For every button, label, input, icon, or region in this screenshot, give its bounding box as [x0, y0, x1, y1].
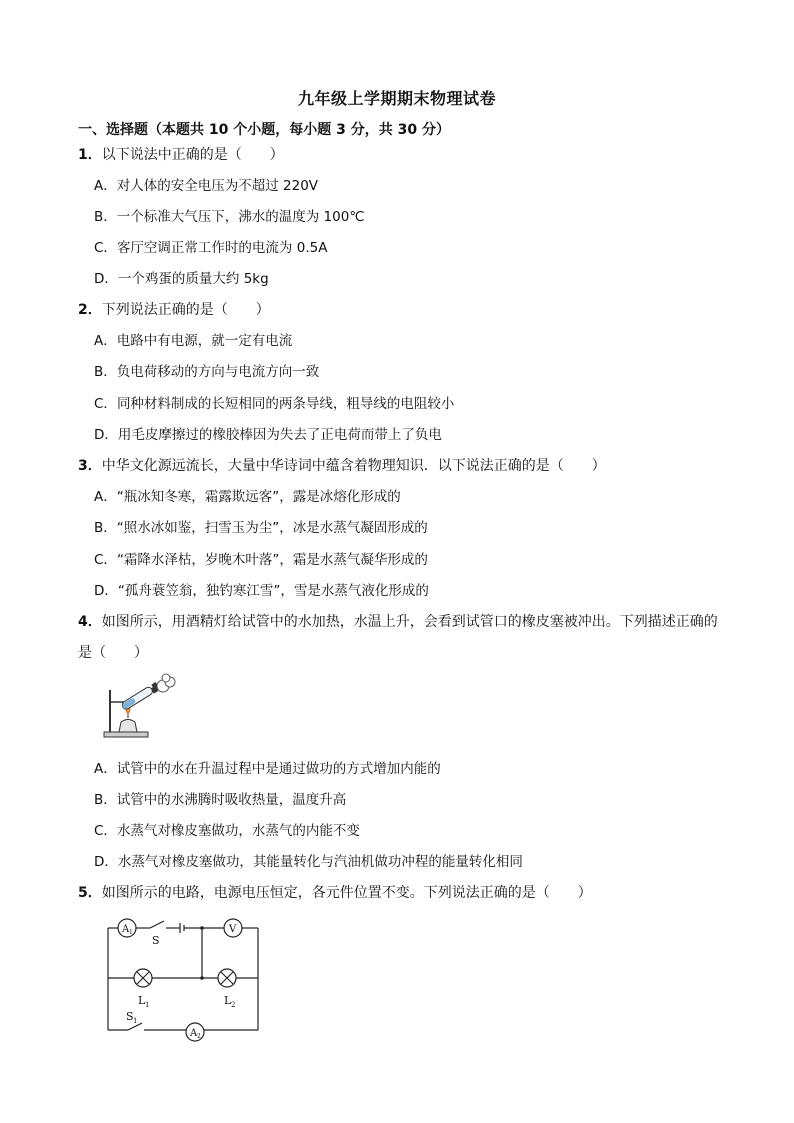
- option-text: 一个鸡蛋的质量大约 5kg: [117, 271, 269, 287]
- option-text: “瓶冰知冬寒，霜露欺远客”，露是冰熔化形成的: [116, 489, 401, 505]
- lamp-l1-label: L: [138, 994, 146, 1007]
- option-letter: B．: [94, 364, 117, 380]
- switch-s1-label: S: [126, 1010, 134, 1023]
- ammeter-a2: [186, 1023, 204, 1041]
- option-letter: A．: [94, 333, 117, 349]
- option-text: “孤舟蓑笠翁，独钓寒江雪”，雪是水蒸气液化形成的: [117, 583, 429, 599]
- option-2b: [94, 363, 319, 381]
- option-3d: [94, 582, 429, 600]
- option-text: 负电荷移动的方向与电流方向一致: [116, 364, 320, 380]
- option-text: 一个标准大气压下，沸水的温度为 100℃: [116, 209, 365, 225]
- switch-s-label: S: [152, 934, 160, 947]
- option-text: 试管中的水沸腾时吸收热量，温度升高: [116, 792, 347, 808]
- option-text: “霜降水泽枯，岁晚木叶落”，霜是水蒸气凝华形成的: [116, 552, 428, 568]
- option-4b: [94, 791, 346, 809]
- ammeter-a2-sub: 2: [197, 1033, 201, 1040]
- option-letter: B．: [94, 209, 117, 225]
- switch-s1-sub: 1: [133, 1017, 138, 1025]
- option-letter: A．: [94, 761, 117, 777]
- lamp-l2: [218, 969, 236, 987]
- option-letter: D．: [94, 427, 118, 443]
- option-text: 水蒸气对橡皮塞做功，其能量转化与汽油机做功冲程的能量转化相同: [117, 854, 523, 870]
- lamp-l2-label: L: [224, 994, 232, 1007]
- question-2: [78, 301, 270, 319]
- option-text: “照水冰如鉴，扫雪玉为尘”，冰是水蒸气凝固形成的: [116, 520, 428, 536]
- question-text: 下列说法正确的是（ ）: [101, 302, 270, 318]
- option-3c: [94, 551, 428, 569]
- option-letter: C．: [94, 823, 117, 839]
- option-text: 用毛皮摩擦过的橡胶棒因为失去了正电荷而带上了负电: [117, 427, 442, 443]
- question-number: 4．: [78, 614, 102, 630]
- option-letter: A．: [94, 489, 117, 505]
- option-letter: D．: [94, 854, 118, 870]
- option-1c: [94, 239, 327, 257]
- option-text: 试管中的水在升温过程中是通过做功的方式增加内能的: [116, 761, 441, 777]
- question-number: 1．: [78, 147, 102, 163]
- ammeter-a1-sub: 1: [129, 929, 133, 936]
- option-1b: [94, 208, 365, 226]
- question-text: 以下说法中正确的是（ ）: [101, 147, 284, 163]
- circuit-diagram: [100, 912, 270, 1046]
- question-number: 3．: [78, 458, 102, 474]
- option-letter: A．: [94, 178, 117, 194]
- option-letter: B．: [94, 520, 117, 536]
- option-2d: [94, 426, 442, 444]
- option-2a: [94, 332, 292, 350]
- option-text: 电路中有电源，就一定有电流: [116, 333, 293, 349]
- option-text: 对人体的安全电压为不超过 220V: [116, 178, 319, 194]
- option-letter: D．: [94, 583, 118, 599]
- question-4-continued: 是（ ）: [78, 645, 148, 661]
- question-text: 如图所示，用酒精灯给试管中的水加热，水温上升，会看到试管口的橡皮塞被冲出。下列描述正确的: [101, 614, 718, 630]
- option-1d: [94, 270, 269, 288]
- option-4d: [94, 853, 523, 871]
- option-letter: D．: [94, 271, 118, 287]
- lamp-l1-sub: 1: [145, 1001, 150, 1009]
- question-5: [78, 884, 592, 902]
- option-4c: [94, 822, 360, 840]
- question-number: 2．: [78, 302, 102, 318]
- lamp-l1: [134, 969, 152, 987]
- voltmeter-label: V: [229, 924, 237, 935]
- voltmeter: [224, 919, 242, 937]
- option-1a: [94, 177, 318, 195]
- test-tube-heating-figure: [100, 672, 180, 742]
- question-1: [78, 146, 284, 164]
- section-heading: 一、选择题（本题共 10 个小题，每小题 3 分，共 30 分）: [78, 122, 450, 138]
- option-letter: B．: [94, 792, 117, 808]
- option-3a: [94, 488, 401, 506]
- question-text: 如图所示的电路，电源电压恒定，各元件位置不变。下列说法正确的是（ ）: [101, 885, 592, 901]
- question-4: [78, 613, 718, 631]
- question-text: 中华文化源远流长，大量中华诗词中蕴含着物理知识．以下说法正确的是（ ）: [101, 458, 606, 474]
- option-letter: C．: [94, 396, 117, 412]
- page-title: 九年级上学期期末物理试卷: [297, 89, 496, 108]
- option-letter: C．: [94, 552, 117, 568]
- option-letter: C．: [94, 240, 117, 256]
- ammeter-a2-label: A: [190, 1028, 198, 1039]
- option-text: 水蒸气对橡皮塞做功，水蒸气的内能不变: [116, 823, 360, 839]
- lamp-l2-sub: 2: [231, 1001, 236, 1009]
- option-4a: [94, 760, 441, 778]
- option-text: 客厅空调正常工作时的电流为 0.5A: [116, 240, 328, 256]
- option-text: 同种材料制成的长短相同的两条导线，粗导线的电阻较小: [116, 396, 455, 412]
- option-3b: [94, 519, 428, 537]
- ammeter-a1-label: A: [122, 924, 130, 935]
- ammeter-a1: [118, 919, 136, 937]
- question-number: 5．: [78, 885, 102, 901]
- option-2c: [94, 395, 454, 413]
- question-3: [78, 457, 606, 475]
